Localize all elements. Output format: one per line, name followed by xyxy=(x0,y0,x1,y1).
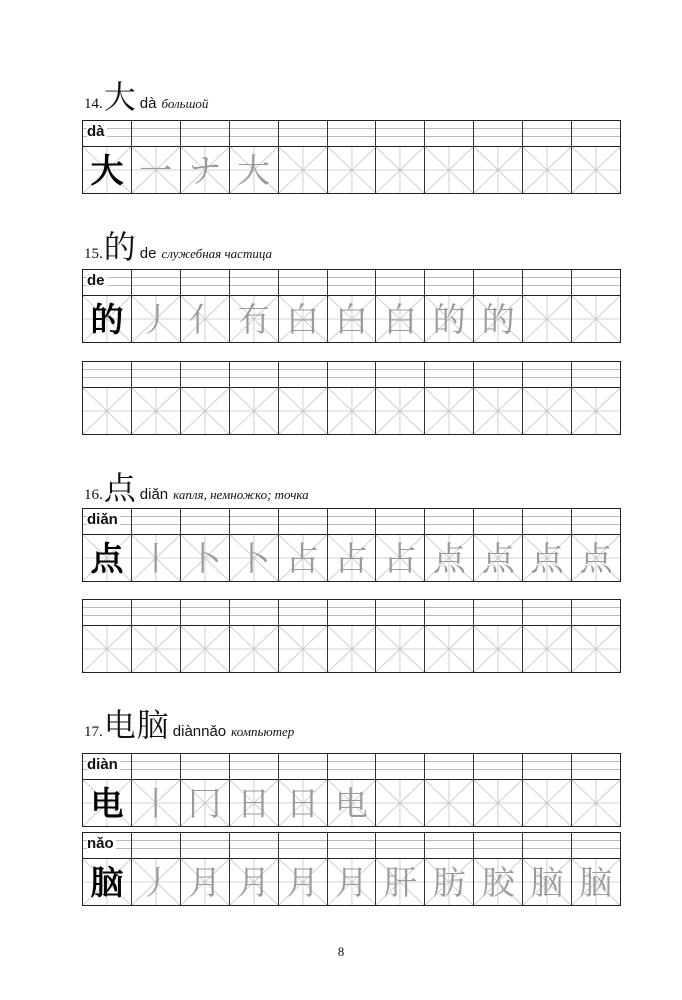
writing-cell xyxy=(328,147,377,193)
pinyin-cell xyxy=(230,754,279,779)
practice-grid xyxy=(82,361,621,435)
pinyin-cell xyxy=(279,362,328,387)
stroke-step-character: 的 xyxy=(481,299,515,339)
pinyin-label: diàn xyxy=(87,756,118,773)
writing-cell xyxy=(376,535,425,581)
writing-cell xyxy=(328,859,377,905)
pinyin-cell xyxy=(425,600,474,625)
writing-cell xyxy=(523,388,572,434)
pinyin-cell xyxy=(83,833,132,858)
writing-cell xyxy=(474,626,523,672)
stroke-step-character: 冂 xyxy=(188,783,222,823)
stroke-step-character: 丨 xyxy=(139,538,173,578)
hanzi-row xyxy=(83,147,620,193)
writing-cell xyxy=(230,296,279,342)
stroke-step-character: 冇 xyxy=(237,299,271,339)
model-character: 大 xyxy=(90,150,124,190)
pinyin-cell xyxy=(572,754,620,779)
pinyin-row xyxy=(83,121,620,147)
writing-cell xyxy=(572,535,620,581)
stroke-step-character: 月 xyxy=(334,862,368,902)
writing-cell xyxy=(425,388,474,434)
pinyin-label: diǎn xyxy=(87,511,118,528)
writing-cell xyxy=(83,296,132,342)
pinyin-cell xyxy=(328,509,377,534)
stroke-step-character: ナ xyxy=(188,150,222,190)
writing-cell xyxy=(376,147,425,193)
writing-cell xyxy=(572,296,620,342)
hanzi-row xyxy=(83,296,620,342)
writing-cell xyxy=(230,780,279,826)
pinyin-cell xyxy=(425,121,474,146)
pinyin-cell xyxy=(83,121,132,146)
pinyin-label: de xyxy=(87,272,105,289)
writing-cell xyxy=(425,535,474,581)
pinyin-cell xyxy=(523,833,572,858)
writing-cell xyxy=(328,296,377,342)
pinyin-cell xyxy=(572,121,620,146)
stroke-step-character: 肪 xyxy=(432,862,466,902)
pinyin-cell xyxy=(279,270,328,295)
writing-cell xyxy=(83,859,132,905)
pinyin-cell xyxy=(474,833,523,858)
pinyin-cell xyxy=(328,270,377,295)
hanzi-row xyxy=(83,859,620,905)
writing-cell xyxy=(279,388,328,434)
writing-cell xyxy=(132,626,181,672)
writing-cell xyxy=(279,780,328,826)
writing-cell xyxy=(376,859,425,905)
writing-cell xyxy=(474,780,523,826)
writing-cell xyxy=(132,147,181,193)
writing-cell xyxy=(328,388,377,434)
pinyin-cell xyxy=(328,362,377,387)
writing-cell xyxy=(572,859,620,905)
hanzi-row xyxy=(83,535,620,581)
writing-cell xyxy=(279,147,328,193)
stroke-step-character: 白 xyxy=(334,299,368,339)
stroke-step-character: 的 xyxy=(432,299,466,339)
pinyin-cell xyxy=(279,600,328,625)
pinyin-cell xyxy=(425,509,474,534)
stroke-step-character: 肝 xyxy=(383,862,417,902)
pinyin-cell xyxy=(572,833,620,858)
pinyin-cell xyxy=(279,509,328,534)
pinyin-cell xyxy=(523,509,572,534)
pinyin-cell xyxy=(376,121,425,146)
stroke-step-character: 电 xyxy=(334,783,368,823)
writing-cell xyxy=(132,780,181,826)
pinyin-cell xyxy=(230,362,279,387)
pinyin-cell xyxy=(328,600,377,625)
writing-cell xyxy=(181,780,230,826)
pinyin-cell xyxy=(230,270,279,295)
writing-cell xyxy=(230,147,279,193)
section-number: 14. xyxy=(84,96,103,112)
pinyin-cell xyxy=(425,833,474,858)
model-character: 电 xyxy=(90,783,124,823)
writing-cell xyxy=(279,859,328,905)
pinyin-cell xyxy=(523,121,572,146)
stroke-step-character: 一 xyxy=(139,150,173,190)
pinyin-cell xyxy=(328,121,377,146)
section-number: 16. xyxy=(84,487,103,503)
writing-cell xyxy=(181,535,230,581)
pinyin-cell xyxy=(181,362,230,387)
pinyin-cell xyxy=(376,270,425,295)
section-translation: капля, немножко; точка xyxy=(173,487,309,502)
stroke-step-character: 占 xyxy=(286,538,320,578)
section-hanzi: 的 xyxy=(103,228,137,266)
hanzi-row xyxy=(83,388,620,434)
writing-cell xyxy=(572,626,620,672)
pinyin-cell xyxy=(474,270,523,295)
pinyin-cell xyxy=(523,600,572,625)
section-heading xyxy=(84,222,272,268)
stroke-step-character: 日 xyxy=(286,783,320,823)
pinyin-cell xyxy=(83,362,132,387)
pinyin-cell xyxy=(572,362,620,387)
writing-cell xyxy=(181,859,230,905)
pinyin-cell xyxy=(132,833,181,858)
writing-cell xyxy=(474,296,523,342)
section-hanzi: 电脑 xyxy=(103,706,170,744)
section-pinyin: de xyxy=(139,245,157,262)
pinyin-cell xyxy=(132,509,181,534)
pinyin-cell xyxy=(425,362,474,387)
pinyin-cell xyxy=(230,509,279,534)
writing-cell xyxy=(279,626,328,672)
pinyin-label: dà xyxy=(87,123,105,140)
section-hanzi: 点 xyxy=(103,469,137,507)
pinyin-row xyxy=(83,509,620,535)
writing-cell xyxy=(328,535,377,581)
writing-cell xyxy=(132,388,181,434)
stroke-step-character: 月 xyxy=(188,862,222,902)
section-pinyin: diǎn xyxy=(139,486,169,503)
pinyin-cell xyxy=(181,600,230,625)
writing-cell xyxy=(376,296,425,342)
pinyin-cell xyxy=(230,121,279,146)
stroke-step-character: 脑 xyxy=(579,862,613,902)
writing-cell xyxy=(523,147,572,193)
section-number: 17. xyxy=(84,724,103,740)
stroke-step-character: 占 xyxy=(334,538,368,578)
stroke-step-character: 卜 xyxy=(188,538,222,578)
writing-cell xyxy=(474,388,523,434)
section-heading xyxy=(84,700,294,746)
pinyin-cell xyxy=(181,754,230,779)
stroke-step-character: 点 xyxy=(432,538,466,578)
hanzi-row xyxy=(83,780,620,826)
stroke-step-character: 胶 xyxy=(481,862,515,902)
writing-cell xyxy=(523,535,572,581)
stroke-step-character: 卜 xyxy=(237,538,271,578)
pinyin-cell xyxy=(132,754,181,779)
section-hanzi: 大 xyxy=(103,78,137,116)
pinyin-cell xyxy=(279,833,328,858)
writing-cell xyxy=(279,296,328,342)
pinyin-cell xyxy=(474,754,523,779)
writing-cell xyxy=(425,780,474,826)
writing-cell xyxy=(425,296,474,342)
stroke-step-character: 白 xyxy=(286,299,320,339)
stroke-step-character: 脑 xyxy=(530,862,564,902)
model-character: 脑 xyxy=(90,862,124,902)
pinyin-cell xyxy=(230,833,279,858)
writing-cell xyxy=(474,859,523,905)
pinyin-cell xyxy=(181,270,230,295)
stroke-step-character: 点 xyxy=(481,538,515,578)
page-number: 8 xyxy=(337,944,345,959)
pinyin-cell xyxy=(425,754,474,779)
pinyin-cell xyxy=(572,270,620,295)
writing-cell xyxy=(83,626,132,672)
section-translation: компьютер xyxy=(231,724,295,739)
writing-cell xyxy=(425,626,474,672)
pinyin-cell xyxy=(279,754,328,779)
pinyin-cell xyxy=(279,121,328,146)
practice-grid xyxy=(82,508,621,582)
writing-cell xyxy=(132,296,181,342)
writing-cell xyxy=(83,535,132,581)
pinyin-cell xyxy=(523,754,572,779)
pinyin-cell xyxy=(523,270,572,295)
pinyin-cell xyxy=(328,754,377,779)
writing-cell xyxy=(376,626,425,672)
pinyin-cell xyxy=(132,362,181,387)
section-number: 15. xyxy=(84,246,103,262)
pinyin-row xyxy=(83,833,620,859)
writing-cell xyxy=(132,535,181,581)
section-heading xyxy=(84,463,309,509)
pinyin-cell xyxy=(572,600,620,625)
practice-grid xyxy=(82,120,621,194)
pinyin-cell xyxy=(230,600,279,625)
writing-cell xyxy=(83,780,132,826)
stroke-step-character: 月 xyxy=(237,862,271,902)
pinyin-cell xyxy=(474,121,523,146)
pinyin-cell xyxy=(523,362,572,387)
writing-cell xyxy=(230,388,279,434)
practice-grid xyxy=(82,599,621,673)
pinyin-cell xyxy=(376,600,425,625)
pinyin-cell xyxy=(572,509,620,534)
writing-cell xyxy=(474,535,523,581)
writing-cell xyxy=(572,147,620,193)
pinyin-cell xyxy=(83,600,132,625)
pinyin-cell xyxy=(425,270,474,295)
pinyin-row xyxy=(83,754,620,780)
writing-cell xyxy=(181,626,230,672)
hanzi-row xyxy=(83,626,620,672)
stroke-step-character: 占 xyxy=(383,538,417,578)
pinyin-cell xyxy=(376,833,425,858)
pinyin-cell xyxy=(474,600,523,625)
pinyin-label: nǎo xyxy=(87,835,114,852)
stroke-step-character: 点 xyxy=(530,538,564,578)
writing-cell xyxy=(523,626,572,672)
stroke-step-character: 月 xyxy=(286,862,320,902)
writing-cell xyxy=(181,296,230,342)
model-character: 的 xyxy=(90,299,124,339)
stroke-step-character: 大 xyxy=(237,150,271,190)
practice-grid xyxy=(82,269,621,343)
practice-grid xyxy=(82,832,621,906)
pinyin-row xyxy=(83,600,620,626)
pinyin-row xyxy=(83,270,620,296)
stroke-step-character: 亻 xyxy=(188,299,222,339)
writing-cell xyxy=(83,147,132,193)
pinyin-row xyxy=(83,362,620,388)
writing-cell xyxy=(572,780,620,826)
pinyin-cell xyxy=(83,509,132,534)
stroke-step-character: 日 xyxy=(237,783,271,823)
writing-cell xyxy=(181,147,230,193)
section-pinyin: dà xyxy=(139,95,157,112)
practice-grid xyxy=(82,753,621,827)
pinyin-cell xyxy=(474,509,523,534)
pinyin-cell xyxy=(132,121,181,146)
pinyin-cell xyxy=(181,121,230,146)
writing-cell xyxy=(328,780,377,826)
pinyin-cell xyxy=(83,270,132,295)
pinyin-cell xyxy=(132,600,181,625)
writing-cell xyxy=(523,296,572,342)
pinyin-cell xyxy=(328,833,377,858)
writing-cell xyxy=(523,780,572,826)
pinyin-cell xyxy=(83,754,132,779)
pinyin-cell xyxy=(474,362,523,387)
pinyin-cell xyxy=(376,509,425,534)
stroke-step-character: 丨 xyxy=(139,783,173,823)
writing-cell xyxy=(425,859,474,905)
section-heading xyxy=(84,72,208,118)
stroke-step-character: 丿 xyxy=(139,862,173,902)
pinyin-cell xyxy=(181,833,230,858)
model-character: 点 xyxy=(90,538,124,578)
writing-cell xyxy=(572,388,620,434)
pinyin-cell xyxy=(376,754,425,779)
writing-cell xyxy=(230,859,279,905)
section-translation: большой xyxy=(161,96,209,111)
writing-cell xyxy=(230,626,279,672)
pinyin-cell xyxy=(376,362,425,387)
pinyin-cell xyxy=(132,270,181,295)
section-translation: служебная частица xyxy=(161,246,272,261)
section-pinyin: diànnǎo xyxy=(172,723,227,740)
writing-cell xyxy=(279,535,328,581)
writing-cell xyxy=(132,859,181,905)
writing-cell xyxy=(376,780,425,826)
stroke-step-character: 丿 xyxy=(139,299,173,339)
writing-cell xyxy=(474,147,523,193)
writing-cell xyxy=(230,535,279,581)
writing-cell xyxy=(181,388,230,434)
writing-cell xyxy=(425,147,474,193)
writing-cell xyxy=(376,388,425,434)
pinyin-cell xyxy=(181,509,230,534)
stroke-step-character: 点 xyxy=(579,538,613,578)
writing-cell xyxy=(328,626,377,672)
stroke-step-character: 白 xyxy=(383,299,417,339)
writing-cell xyxy=(83,388,132,434)
writing-cell xyxy=(523,859,572,905)
